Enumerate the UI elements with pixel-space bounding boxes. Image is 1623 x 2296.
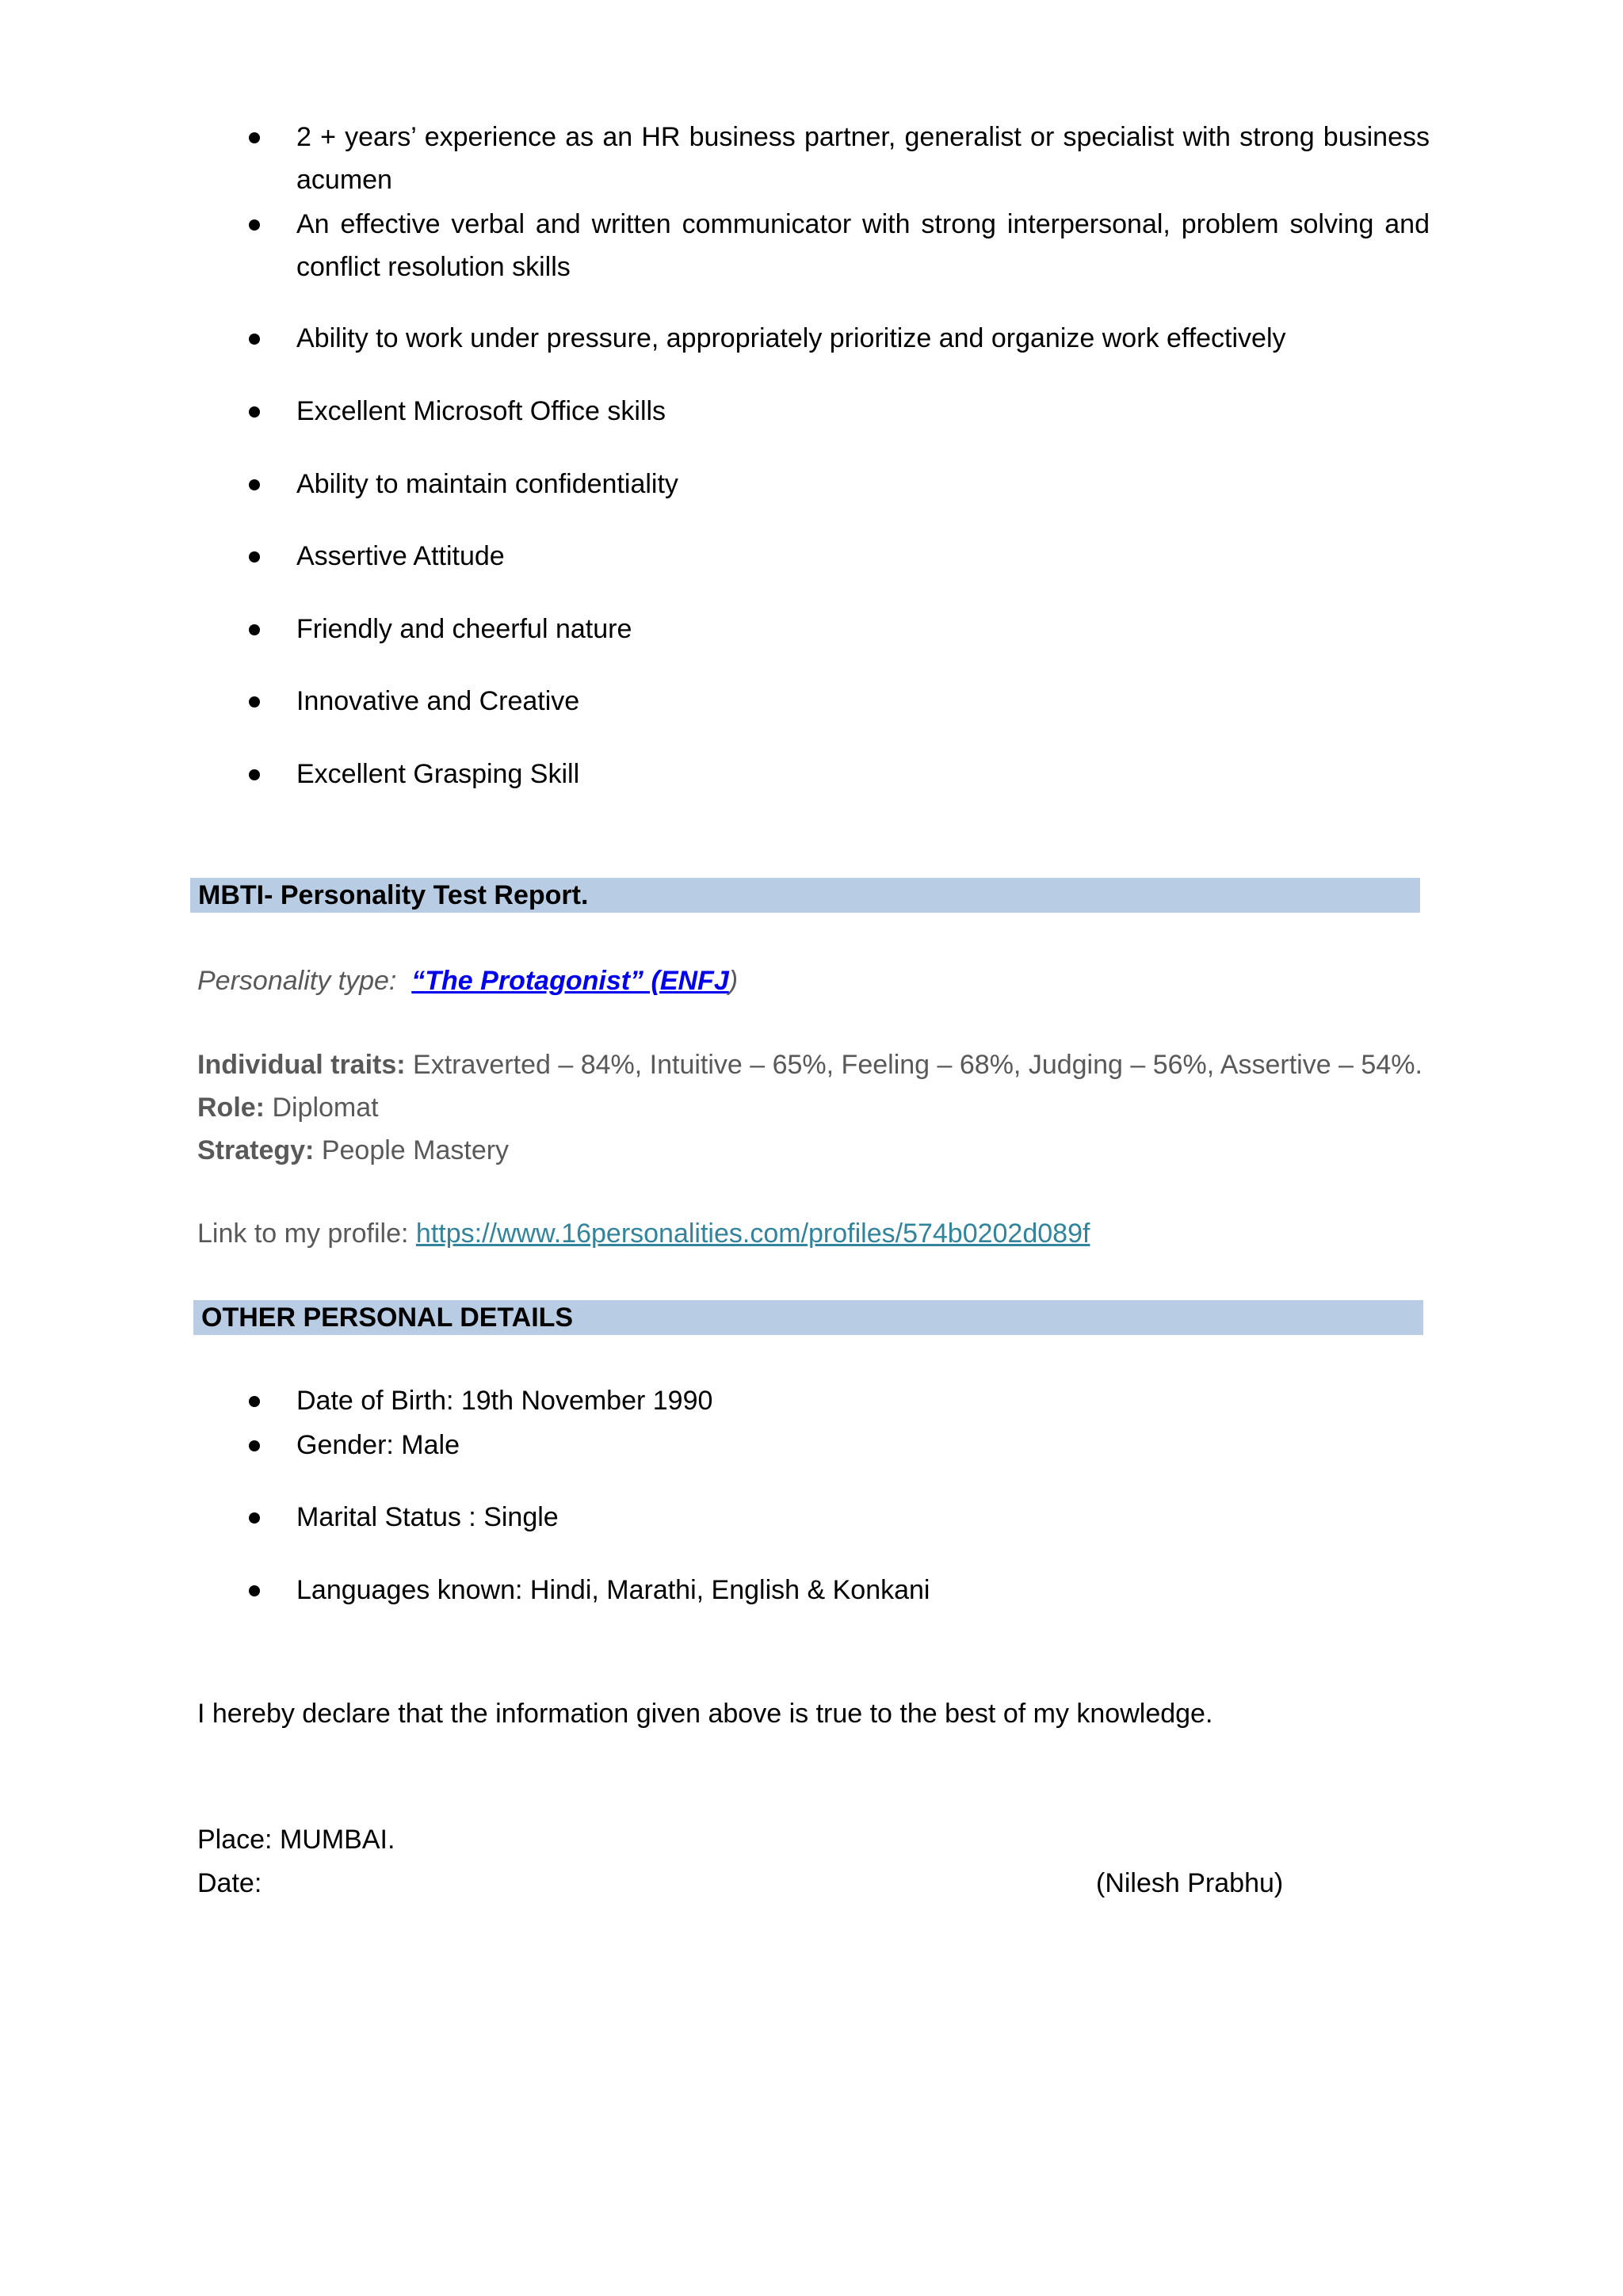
list-item: Date of Birth: 19th November 1990 [296,1379,1430,1422]
list-item: Ability to maintain confidentiality [296,463,1430,505]
bullet-icon [249,551,260,563]
profile-link[interactable]: https://www.16personalities.com/profiles/574b0202d089f [415,1219,1090,1249]
list-item: Gender: Male [296,1424,1430,1466]
list-item: An effective verbal and written communicator with strong interpersonal, problem solving and conflict resolution skills [296,203,1430,288]
list-item: Friendly and cheerful nature [296,608,1430,650]
list-item: Innovative and Creative [296,680,1430,723]
list-item: Languages known: Hindi, Marathi, English & Konkani [296,1569,1430,1611]
list-item: 2 + years’ experience as an HR business partner, generalist or specialist with strong business acumen [296,116,1430,201]
declaration-text: I hereby declare that the information given above is true to the best of my knowledge. [197,1699,1213,1729]
section-heading-mbti: MBTI- Personality Test Report. [190,878,1420,913]
bullet-icon [249,334,260,345]
bullet-icon [249,696,260,707]
list-item: Ability to work under pressure, appropriately prioritize and organize work effectively [296,317,1430,360]
bullet-icon [249,406,260,418]
list-item: Marital Status : Single [296,1496,1430,1539]
section-heading-personal: OTHER PERSONAL DETAILS [193,1300,1423,1335]
bullet-icon [249,1396,260,1407]
place-text: Place: MUMBAI. [197,1825,395,1855]
bullet-icon [249,219,260,231]
signature-name: (Nilesh Prabhu) [1096,1868,1284,1898]
strategy-line: Strategy: People Mastery [197,1135,510,1165]
date-text: Date: [197,1868,262,1898]
personality-type-line: Personality type: “The Protagonist” (ENFJ) [197,966,739,996]
traits-line: Individual traits: Extraverted – 84%, Intuitive – 65%, Feeling – 68%, Judging – 56%, Assertive – 54%. [197,1050,1423,1080]
list-item: Excellent Microsoft Office skills [296,390,1430,433]
bullet-icon [249,1512,260,1524]
bullet-icon [249,132,260,143]
bullet-icon [249,769,260,780]
bullet-icon [249,479,260,490]
list-item: Excellent Grasping Skill [296,753,1430,795]
list-item: Assertive Attitude [296,535,1430,578]
role-line: Role: Diplomat [197,1093,379,1123]
profile-link-line: Link to my profile: https://www.16personalities.com/profiles/574b0202d089f [197,1219,1090,1249]
bullet-icon [249,624,260,635]
personality-type-link[interactable]: “The Protagonist” (ENFJ [411,966,729,996]
bullet-icon [249,1585,260,1596]
bullet-icon [249,1440,260,1451]
